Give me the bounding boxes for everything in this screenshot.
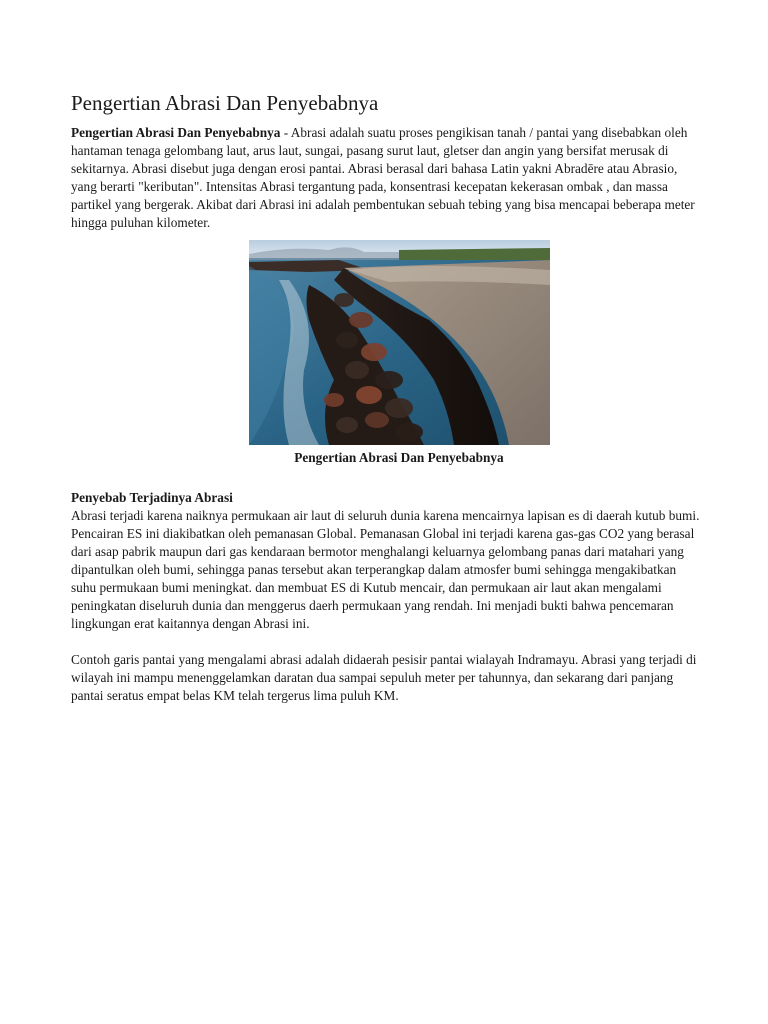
section-paragraph-2: Contoh garis pantai yang mengalami abrasi adalah didaerah pesisir pantai wialayah Indramayu. Abrasi yang terjadi di wilayah ini mampu menenggelamkan daratan dua sampai sepuluh meter per tahunnya, dan sekarang dari panjang pantai seratus empat belas KM telah tergerus lima puluh KM. [71,652,697,703]
document-page [71,90,701,705]
page-title: Pengertian Abrasi Dan Penyebabnya [71,91,379,115]
section-paragraph-1: Abrasi terjadi karena naiknya permukaan air laut di seluruh dunia karena mencairnya lapisan es di daerah kutub bumi. Pencairan ES ini diakibatkan oleh pemanasan Global. Pemanasan Global ini terjadi karena gas-gas CO2 yang berasal dari asap pabrik maupun dari gas kendaraan bermotor menghalangi keluarnya gelombang panas dari matahari yang dipantulkan oleh bumi, sehingga panas tersebut akan terperangkap dalam atmosfer bumi sehingga mengakibatkan suhu permukaan bumi meningkat. dan membuat ES di Kutub mencair, dan permukaan air laut akan mengalami peningkatan diseluruh dunia dan menggerus daerh permukaan yang rendah. Ini menjadi bukti bahwa pencemaran lingkungan erat kaitannya dengan Abrasi ini. [71,508,700,631]
intro-text: - Abrasi adalah suatu proses pengikisan tanah / pantai yang disebabkan oleh hantaman tenaga gelombang laut, arus laut, sungai, pasang surut laut, gletser dan angin yang bersifat merusak di sekitarnya. Abrasi disebut juga dengan erosi pantai. Abrasi berasal dari bahasa Latin yakni Abradēre atau Abrasio, yang berarti "keributan". Intensitas Abrasi tergantung pada, konsentrasi kecepatan kekerasan ombak , dan massa partikel yang bergerak. Akibat dari Abrasi ini adalah pembentukan sebuah tebing yang bisa mencapai beberapa meter hingga puluhan kilometer. [71,125,695,230]
figure-caption: Pengertian Abrasi Dan Penyebabnya [294,450,504,465]
section-heading: Penyebab Terjadinya Abrasi [71,490,233,505]
coastal-erosion-photo [249,240,550,445]
figure [71,240,701,467]
intro-bold-term: Pengertian Abrasi Dan Penyebabnya [71,125,281,140]
intro-paragraph [71,124,701,232]
